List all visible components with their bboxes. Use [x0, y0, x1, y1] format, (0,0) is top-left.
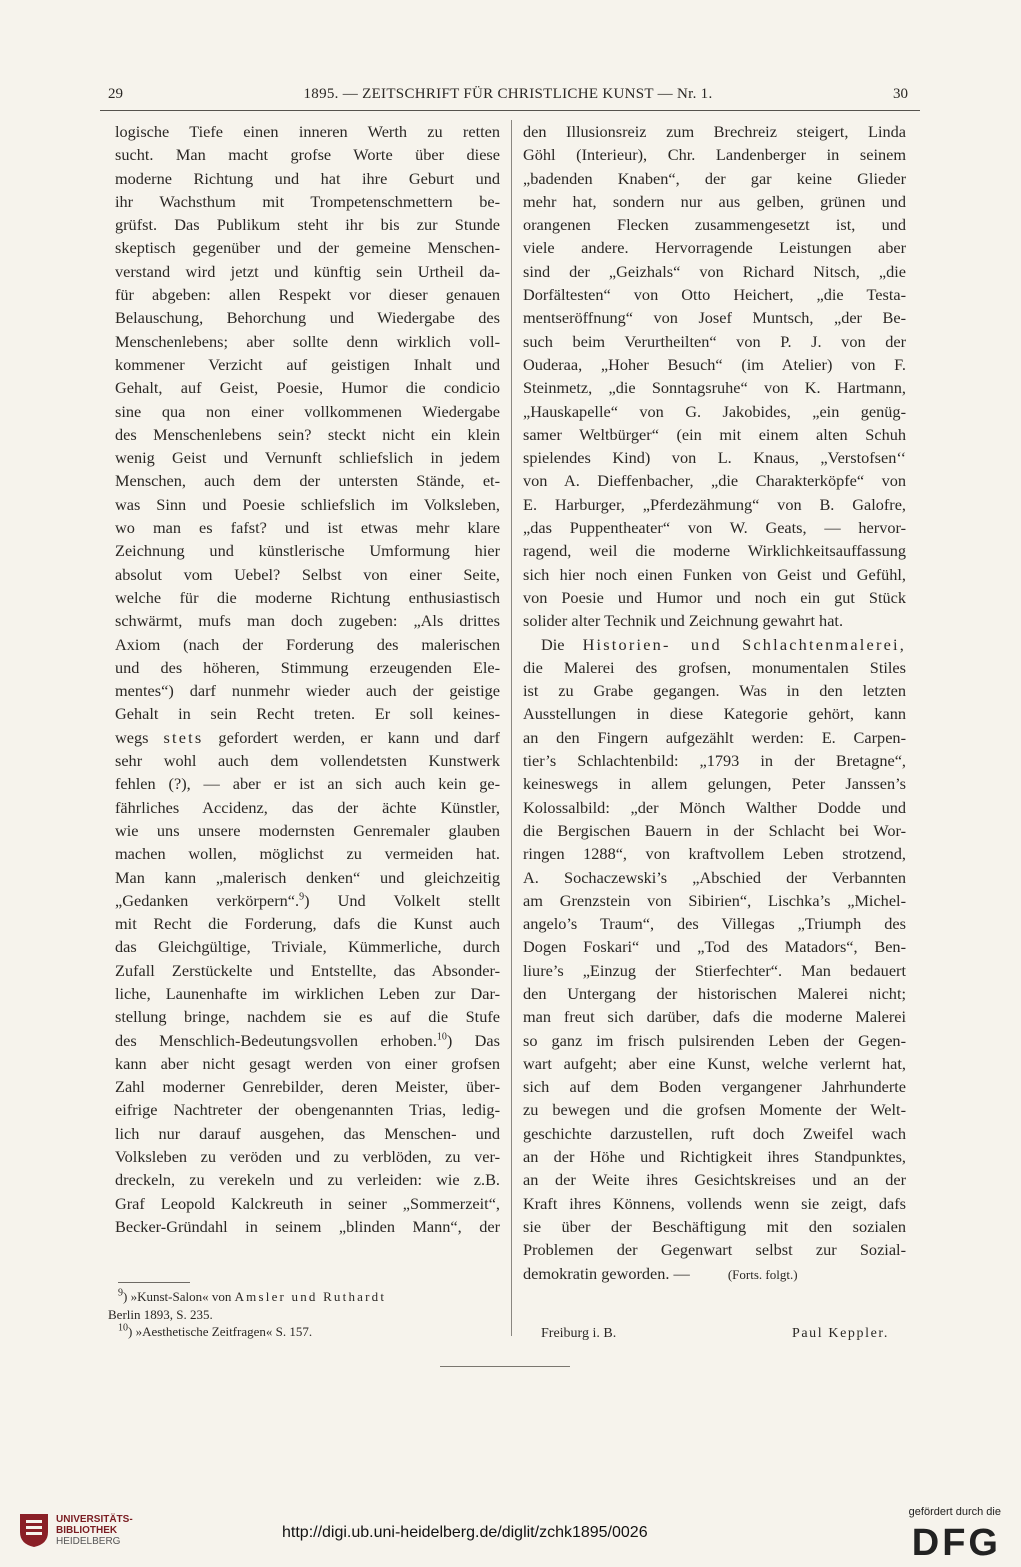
footnote-10: $^{10}$) »Aesthetische Zeitfragen« S. 157.: [118, 1322, 313, 1339]
footnote-rule: [118, 1282, 190, 1283]
text-line: skeptisch gegenüber und der gemeine Menschen-: [115, 238, 500, 258]
text-line: E. Harburger, „Pferdezähmung“ von B. Galofre,: [523, 494, 906, 514]
text-line: Gehalt in sein Recht treten. Er soll keines-: [115, 704, 500, 724]
text-line: wart aufgeht; aber eine Kunst, welche verlernt hat,: [523, 1053, 906, 1073]
text-line: Steinmetz, „die Sonntagsruhe“ von K. Hartmann,: [523, 378, 906, 398]
text-line: Zeichnung und künstlerische Umformung hier: [115, 541, 500, 561]
footnotes: [108, 1288, 500, 1341]
text-line: ringen 1288“, von kraftvollem Leben strotzend,: [523, 844, 906, 864]
text-line: Kraft ihres Könnens, vollends wenn sie zeigt, dafs: [523, 1193, 906, 1213]
text-line: so ganz im frisch pulsirenden Leben der Gegen-: [523, 1030, 906, 1050]
text-line: das Gleichgültige, Triviale, Kümmerliche, durch: [115, 937, 500, 957]
text-line: grüfst. Das Publikum steht ihr bis zur Stunde: [115, 215, 500, 235]
signoff-city: Freiburg i. B.: [541, 1326, 617, 1341]
text-line: „Hauskapelle“ von G. Jakobides, „ein genüg-: [523, 401, 906, 421]
text-line: die Malerei des grofsen, monumentalen Stiles: [523, 657, 906, 677]
text-line: fährliches Accidenz, das der ächte Künstler,: [115, 797, 500, 817]
text-line: Die Historien- und Schlachtenmalerei,: [541, 634, 906, 654]
continued-note: (Forts. folgt.): [727, 1266, 798, 1282]
text-line: Problemen der Gegenwart selbst zur Sozial-: [523, 1240, 906, 1260]
end-rule: [440, 1366, 570, 1367]
library-name: UNIVERSITÄTS- BIBLIOTHEK HEIDELBERG: [56, 1514, 133, 1547]
text-line: und des höheren, Stimmung erzeugenden Ele-: [115, 657, 500, 677]
text-line: mentes“) darf nunmehr wieder auch der geistige: [115, 681, 500, 701]
footnote-9-cont: Berlin 1893, S. 235.: [108, 1306, 213, 1322]
digitization-footer: [0, 1492, 1021, 1567]
text-line: ihr Wachsthum mit Trompetenschmettern be-: [115, 191, 500, 211]
left-column: [115, 120, 500, 1238]
text-line: Dorfältesten“ von Otto Heichert, „die Testa-: [523, 285, 906, 305]
text-line: am Grenzstein von Sibirien“, Lischka’s „Michel-: [523, 890, 906, 910]
text-line: welche für die moderne Richtung enthusiastisch: [115, 587, 500, 607]
text-line: Ausstellungen in diese Kategorie gehört, kann: [523, 704, 906, 724]
text-line: wo man es fafst? und ist etwas mehr klare: [115, 518, 500, 538]
text-line: Gehalt, auf Geist, Poesie, Humor die condicio: [115, 378, 500, 398]
signoff: [541, 1326, 889, 1348]
text-line: orangenen Flecken zusammengesetzt ist, und: [523, 215, 906, 235]
text-line: spielendes Kind) von L. Knaus, „Verstofsen‘‘: [523, 448, 906, 468]
footnote-ref[interactable]: 10: [436, 1031, 447, 1043]
text-line: wenig Geist und Vernunft schliefslich in jedem: [115, 448, 500, 468]
text-line: ragend, weil die moderne Wirklichkeitsauffassung: [523, 541, 906, 561]
text-line: an der Weite ihres Gesichtskreises und an der: [523, 1170, 906, 1190]
text-line: verstand wird jetzt und künftig sein Urtheil da-: [115, 261, 500, 281]
text-line: „badenden Knaben“, der gar keine Glieder: [523, 168, 906, 188]
spaced-emphasis: stets: [163, 727, 204, 747]
right-column: [523, 120, 906, 1285]
text-line: stellung bringe, nachdem sie es auf die Stufe: [115, 1007, 500, 1027]
source-url[interactable]: http://digi.ub.uni-heidelberg.de/diglit/zchk1895/0026: [282, 1524, 648, 1541]
text-line: des Menschlich-Bedeutungsvollen erhoben.$^{10}$) Das: [115, 1030, 500, 1050]
text-line: den Untergang der historischen Malerei nicht;: [523, 983, 906, 1003]
dfg-logo: DFG: [911, 1522, 1001, 1564]
text-line: Zahl moderner Genrebilder, deren Meister, über-: [115, 1077, 500, 1097]
text-line: zu bewegen und die grofsen Momente der Welt-: [523, 1100, 906, 1120]
text-line: was Sinn und Poesie schliefslich im Volksleben,: [115, 494, 500, 514]
header-rule: [100, 110, 920, 111]
text-line: sie über der Beschäftigung mit den sozialen: [523, 1216, 906, 1236]
text-line: sich auf dem Boden vergangener Jahrhunderte: [523, 1077, 906, 1097]
funding-label: gefördert durch die: [908, 1506, 1001, 1518]
text-line: wegs stets gefordert werden, er kann und darf: [115, 727, 500, 747]
text-line: Man kann „malerisch denken“ und gleichzeitig: [115, 867, 500, 887]
text-line: tier’s Schlachtenbild: „1793 in der Bretagne“,: [523, 751, 906, 771]
text-line: Göhl (Interieur), Chr. Landenberger in seinem: [523, 145, 906, 165]
footnote-9: $^9$) »Kunst-Salon« von Amsler und Ruthardt: [118, 1287, 387, 1304]
text-line: Dogen Foskari“ und „Tod des Matadors“, Ben-: [523, 937, 906, 957]
text-line: „Gedanken verkörpern“.$^9$) Und Volkelt stellt: [115, 890, 500, 910]
text-line: Belauschung, Behorchung und Wiedergabe des: [115, 308, 500, 328]
text-line: Axiom (nach der Forderung des malerischen: [115, 634, 500, 654]
text-line: „das Puppentheater“ von W. Geats, — hervor-: [523, 518, 906, 538]
signoff-author: Paul Keppler.: [791, 1326, 889, 1341]
text-line: liche, Launenhafte im wirklichen Leben zur Dar-: [115, 983, 500, 1003]
text-line: liure’s „Einzug der Stierfechter“. Man bedauert: [523, 960, 906, 980]
text-line: solider alter Technik und Zeichnung gewahrt hat.: [523, 611, 844, 631]
text-line: kann aber nicht gesagt werden von einer grofsen: [115, 1053, 500, 1073]
text-line: moderne Richtung und hat ihre Geburt und: [115, 168, 500, 188]
text-line: des Menschenlebens sein? steckt nicht ein klein: [115, 424, 500, 444]
text-line: geschichte darzustellen, ruft doch Zweifel wach: [523, 1123, 906, 1143]
text-line: mit Recht die Forderung, dafs die Kunst auch: [115, 914, 500, 934]
text-line: kommener Verzicht auf geistigen Inhalt und: [115, 354, 500, 374]
text-line: an der Höhe und Richtigkeit ihres Standpunktes,: [523, 1147, 906, 1167]
text-line: schwärmt, mufs man doch zugeben: „Als drittes: [115, 611, 500, 631]
text-line: Becker-Gründahl in seinem „blinden Mann“, der: [115, 1216, 500, 1236]
university-seal-icon: [18, 1512, 50, 1548]
page-number-left: 29: [108, 86, 123, 102]
text-line: wie uns unsere modernsten Genremaler glauben: [115, 820, 500, 840]
text-line: samer Weltbürger“ (ein mit einem alten Schuh: [523, 424, 906, 444]
text-line: absolut vom Uebel? Selbst von einer Seite,: [115, 564, 500, 584]
text-line: A. Sochaczewski’s „Abschied der Verbannten: [523, 867, 906, 887]
text-line: fehlen (?), — aber er ist an sich auch kein ge-: [115, 774, 500, 794]
text-line: Volksleben zu veröden und zu verblöden, zu ver-: [115, 1147, 500, 1167]
text-line: Ouderaa, „Hoher Besuch“ (im Atelier) von F.: [523, 354, 906, 374]
text-line: die Bergischen Bauern in der Schlacht bei Wor-: [523, 820, 906, 840]
text-line: machen wollen, möglichst zu vermeiden hat.: [115, 844, 500, 864]
text-line: für abgeben: allen Respekt vor dieser genauen: [115, 285, 500, 305]
text-line: mehr hat, sondern nur aus gelben, grünen und: [523, 191, 906, 211]
text-line: dreckeln, zu verekeln und zu verleiden: wie z.B.: [115, 1170, 500, 1190]
spaced-emphasis: Historien- und Schlachtenmalerei,: [582, 634, 906, 654]
running-header: [108, 86, 908, 108]
text-line: mentseröffnung“ von Josef Muntsch, „der Be-: [523, 308, 906, 328]
text-line: an den Fingern aufgezählt werden: E. Carpen-: [523, 727, 906, 747]
text-line: keineswegs in allem gelungen, Peter Janssen’s: [523, 774, 906, 794]
journal-title: 1895. — ZEITSCHRIFT FÜR CHRISTLICHE KUNST — Nr. 1.: [303, 86, 713, 102]
text-line: ist zu Grabe gegangen. Was in den letzten: [523, 681, 906, 701]
footnote-ref[interactable]: 9: [299, 891, 305, 903]
text-line: angelo’s Traum“, des Villegas „Triumph des: [523, 914, 906, 934]
text-line: sine qua non einer vollkommenen Wiedergabe: [115, 401, 500, 421]
column-divider: [511, 120, 512, 1336]
text-line: viele andere. Hervorragende Leistungen aber: [523, 238, 906, 258]
text-line: eifrige Nachtreter der obengenannten Trias, ledig-: [115, 1100, 500, 1120]
text-line: Zufall Zerstückelte und Entstellte, das Absonder-: [115, 960, 500, 980]
text-line: man freut sich darüber, dafs die moderne Malerei: [523, 1007, 906, 1027]
text-line: Menschenlebens; aber sollte denn wirklich voll-: [115, 331, 500, 351]
text-line: sehr wohl auch dem vollendetsten Kunstwerk: [115, 751, 500, 771]
text-line: lich nur darauf ausgehen, das Menschen- und: [115, 1123, 500, 1143]
text-line: sucht. Man macht grofse Worte über diese: [115, 145, 500, 165]
text-line: von Poesie und Humor und noch ein gut Stück: [523, 587, 906, 607]
text-line: logische Tiefe einen inneren Werth zu retten: [115, 122, 500, 141]
text-line: demokratin geworden. — (Forts. folgt.): [523, 1263, 798, 1283]
text-line: von A. Dieffenbacher, „die Charakterköpfe“ von: [523, 471, 906, 491]
text-line: Graf Leopold Kalckreuth in seiner „Sommerzeit“,: [115, 1193, 500, 1213]
text-line: Menschen, auch dem der untersten Stände, et-: [115, 471, 500, 491]
page-number-right: 30: [893, 86, 908, 102]
text-line: sind der „Geizhals“ von Richard Nitsch, „die: [523, 261, 906, 281]
text-line: sich hier noch einen Funken von Geist und Gefühl,: [523, 564, 906, 584]
text-line: such beim Verurtheilten“ von P. J. von der: [523, 331, 906, 351]
text-line: Kolossalbild: „der Mönch Walther Dodde und: [523, 797, 906, 817]
text-line: den Illusionsreiz zum Brechreiz steigert, Linda: [523, 122, 906, 141]
